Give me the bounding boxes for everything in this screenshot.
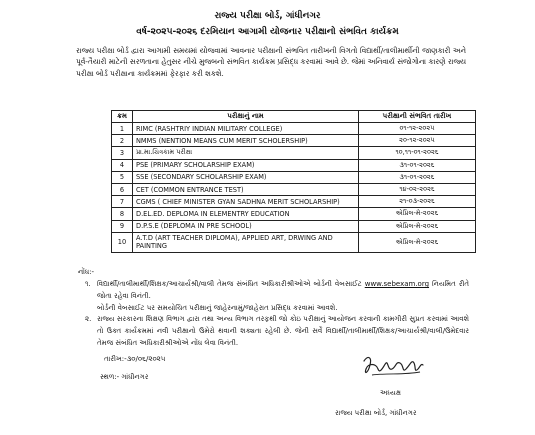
row-exam-date: ૧૦,૧૧-૦૧-૨૦૨૬	[359, 147, 476, 159]
table-row	[112, 196, 476, 208]
table-row	[112, 183, 476, 195]
note-number: ૧.	[85, 280, 91, 288]
row-exam-date: ૩૧-૦૧-૨૦૨૬	[359, 159, 476, 171]
note-text-tail: નિયમિત રીતે જોતા રહેવા વિનંતી.	[97, 280, 469, 300]
row-exam-name: D.EL.ED. DEPLOMA IN ELEMENTRY EDUCATION	[133, 208, 359, 220]
row-serial: 7	[112, 196, 133, 208]
table-row	[112, 159, 476, 171]
intro-paragraph: રાજ્ય પરીક્ષા બોર્ડ દ્વારા આગામી સમયમાં યોજવામાં આવનાર પરીક્ષાની સંભવિત તારીખની વિગતો વિદ્યાર્થી/તાલીમાર્થીની જાણકારી અને પૂર્વ-તૈયારી માટેની સરળતાના હેતુસર નીચે મુજબનો સંભવિત કાર્યક્રમ પ્રસિદ્ધ કરવામાં આવે છે. જેમાં અનિવાર્ય સંજોગોના કારણે રાજ્ય પરીક્ષા બોર્ડ પરીક્ષાના કાર્યક્રમમાં ફેરફાર કરી શકશે.	[76, 46, 466, 78]
column-header-exam-name: પરીક્ષાનું નામ	[133, 111, 359, 123]
note-text: વિદ્યાર્થી/તાલીમાર્થી/શિક્ષક/આચાર્યશ્રી/વાલી તેમજ સંબંધિત અધિકારીશ્રીઓએ બોર્ડની વેબસાઈટ	[97, 280, 362, 288]
row-exam-date: ૨૦-૧૨-૨૦૨૫	[359, 135, 476, 147]
row-exam-name: PSE (PRIMARY SCHOLARSHIP EXAM)	[133, 159, 359, 171]
table-header-row	[112, 111, 476, 123]
issue-date: તારીખ:-૩૦/૦૬/૨૦૨૫	[104, 355, 166, 363]
row-serial: 1	[112, 123, 133, 135]
signatory-role: અધ્યક્ષ	[380, 389, 401, 397]
row-exam-name: RIMC (RASHTRIY INDIAN MILITARY COLLEGE)	[133, 123, 359, 135]
table-row	[112, 147, 476, 159]
note-item	[85, 279, 469, 303]
row-serial: 4	[112, 159, 133, 171]
row-exam-date: ૩૧-૦૧-૨૦૨૬	[359, 171, 476, 183]
table-row	[112, 220, 476, 232]
notes-list	[85, 279, 469, 350]
row-serial: 3	[112, 147, 133, 159]
exam-schedule-table	[111, 110, 476, 253]
table-row	[112, 135, 476, 147]
row-exam-name: SSE (SECONDARY SCHOLARSHIP EXAM)	[133, 171, 359, 183]
row-serial: 10	[112, 232, 133, 252]
row-exam-name: CET (COMMON ENTRANCE TEST)	[133, 183, 359, 195]
row-serial: 9	[112, 220, 133, 232]
row-exam-date: ૦૧-૧૨-૨૦૨૫	[359, 123, 476, 135]
row-exam-name: D.P.S.E (DEPLOMA IN PRE SCHOOL)	[133, 220, 359, 232]
table-row	[112, 171, 476, 183]
note-number: ૨.	[85, 315, 92, 324]
row-exam-date: એપ્રિલ-મે-૨૦૨૬	[359, 208, 476, 220]
row-exam-name: પ્રા.મા.ચિત્રકામ પરીક્ષા	[133, 147, 359, 159]
note-item	[85, 314, 469, 349]
row-serial: 6	[112, 183, 133, 195]
note-text: બોર્ડની વેબસાઈટ પર સમયોચિત પરીક્ષાનું જાહેરનામું/જાહેરાત પ્રસિદ્ધ કરવામાં આવશે.	[97, 303, 338, 312]
row-serial: 8	[112, 208, 133, 220]
signature-image	[358, 353, 428, 381]
board-title: રાજ્ય પરીક્ષા બોર્ડ, ગાંધીનગર	[214, 11, 321, 21]
table-row	[112, 208, 476, 220]
website-link[interactable]: www.sebexam.org	[364, 280, 430, 288]
note-item	[85, 303, 469, 315]
note-text: રાજ્ય સરકારના શિક્ષણ વિભાગ દ્વારા તથા અન્ય વિભાગ તરફથી જો કોઇ પરીક્ષાનું આયોજન કરવાની કામગીરી સુપ્રત કરવામાં આવશે તો ઉક્ત કાર્યક્રમમાં નવી પરીક્ષાનો ઉમેરો થવાની શક્યતા રહેલી છે. જેની સર્વે વિદ્યાર્થી/તાલીમાર્થી/શિક્ષક/આચાર્યશ્રી/વાલી/ઉમેદવાર તેમજ સંબંધિત અધિકારીશ્રીઓએ નોંધ લેવા વિનંતી.	[97, 315, 469, 347]
row-serial: 2	[112, 135, 133, 147]
row-exam-date: એપ્રિલ-મે-૨૦૨૬	[359, 220, 476, 232]
row-serial: 5	[112, 171, 133, 183]
table-row	[112, 123, 476, 135]
signatory-board: રાજ્ય પરીક્ષા બોર્ડ, ગાંધીનગર	[335, 409, 417, 417]
issue-place: સ્થળ:- ગાંધીનગર	[100, 373, 149, 381]
row-exam-date: એપ્રિલ-મે-૨૦૨૬	[359, 232, 476, 252]
row-exam-name: A.T.D (ART TEACHER DIPLOMA), APPLIED ART, DRWING AND PAINTING	[133, 232, 359, 252]
row-exam-date: ૨૧-૦૩-૨૦૨૬	[359, 196, 476, 208]
table-row	[112, 232, 476, 252]
row-exam-name: NMMS (NENTION MEANS CUM MERIT SCHOLERSHIP)	[133, 135, 359, 147]
column-header-serial: ક્રમ	[112, 111, 133, 123]
column-header-date: પરીક્ષાની સંભવિત તારીખ	[359, 111, 476, 123]
row-exam-date: ૧૪-૦૨-૨૦૨૬	[359, 183, 476, 195]
row-exam-name: CGMS ( CHIEF MINISTER GYAN SADHNA MERIT SCHOLARSHIP)	[133, 196, 359, 208]
notes-label: નોંધ:-	[78, 268, 95, 276]
document-subtitle: વર્ષ-૨૦૨૫-૨૦૨૬ દરમિયાન આગામી યોજનાર પરીક્ષાનો સંભવિત કાર્યક્રમ	[136, 27, 399, 37]
